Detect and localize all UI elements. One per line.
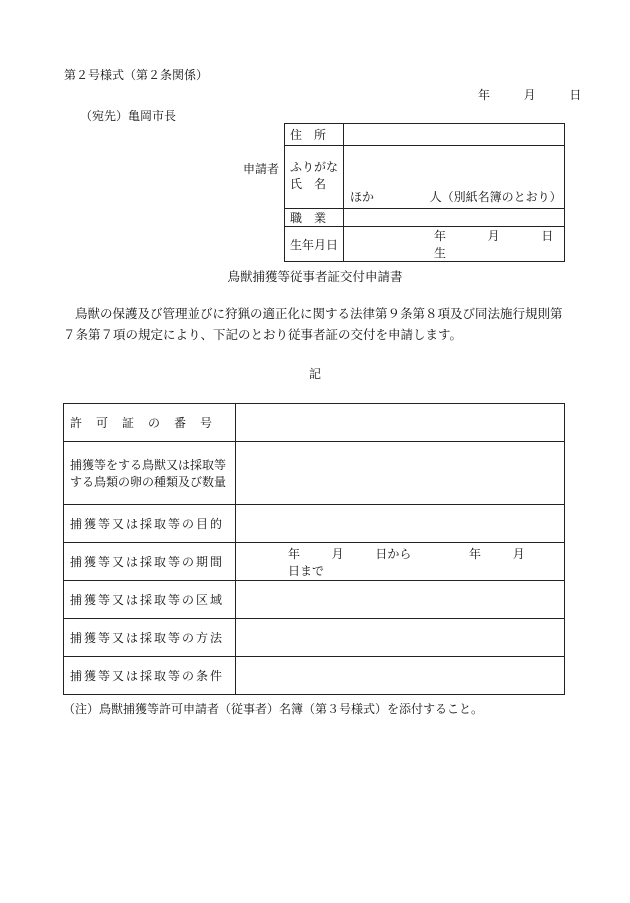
birth-day-label: 日生	[434, 229, 554, 260]
others-text: ほか	[350, 190, 375, 204]
persons-text: 人（別紙名簿のとおり）	[429, 190, 562, 204]
occupation-field[interactable]	[344, 209, 565, 227]
address-label-cell	[285, 124, 344, 146]
birthdate-field[interactable]	[344, 227, 565, 262]
document-title: 鳥獣捕獲等従事者証交付申請書	[227, 269, 403, 284]
applicant-table	[284, 123, 565, 262]
period-from-day: 日から	[375, 546, 412, 561]
furigana-label: ふりがな	[290, 160, 339, 174]
occupation-label: 職 業	[290, 211, 327, 225]
permit-number-label-cell	[64, 404, 236, 442]
permit-number-label: 許可証の番号	[70, 416, 227, 430]
period-to-month: 月	[512, 546, 525, 561]
submission-date	[478, 86, 581, 103]
purpose-label-cell	[64, 505, 236, 543]
applicant-label: 申請者	[243, 162, 280, 176]
method-label: 捕獲等又は採取等の方法	[70, 631, 225, 645]
occupation-label-cell	[285, 209, 344, 227]
name-label: 氏 名	[290, 177, 327, 191]
body-paragraph: 鳥獣の保護及び管理並びに狩猟の適正化に関する法律第９条第８項及び同法施行規則第７条第７項の規定により、下記のとおり従事者証の交付を申請します。	[63, 306, 563, 342]
birthdate-label: 生年月日	[290, 237, 339, 252]
species-label-line1: 捕獲等をする鳥獣又は採取等	[70, 458, 227, 472]
period-to-year: 年	[469, 546, 482, 561]
period-label-cell	[64, 543, 236, 581]
ki-heading: 記	[308, 367, 321, 381]
method-label-cell	[64, 619, 236, 657]
date-month-label: 月	[523, 88, 536, 102]
conditions-field[interactable]	[236, 657, 565, 695]
birth-month-label: 月	[487, 229, 500, 243]
purpose-field[interactable]	[236, 505, 565, 543]
period-from-month: 月	[331, 546, 344, 561]
permit-number-field[interactable]	[236, 404, 565, 442]
addressee: （宛先）亀岡市長	[80, 109, 177, 123]
birthdate-label-cell	[285, 227, 344, 262]
address-label: 住 所	[290, 128, 327, 142]
name-label-cell	[285, 146, 344, 209]
conditions-label-cell	[64, 657, 236, 695]
detail-table	[63, 403, 565, 695]
species-label-cell	[64, 442, 236, 505]
area-label: 捕獲等又は採取等の区域	[70, 593, 225, 607]
area-label-cell	[64, 581, 236, 619]
period-from-year: 年	[288, 546, 301, 561]
species-label-line2: する鳥類の卵の種類及び数量	[70, 475, 227, 489]
period-field[interactable]	[236, 543, 565, 581]
conditions-label: 捕獲等又は採取等の条件	[70, 669, 225, 683]
method-field[interactable]	[236, 619, 565, 657]
birth-year-label: 年	[434, 229, 447, 243]
period-label: 捕獲等又は採取等の期間	[70, 555, 225, 569]
name-field[interactable]	[344, 146, 565, 209]
address-field[interactable]	[344, 124, 565, 146]
form-number: 第２号様式（第２条関係）	[64, 68, 209, 82]
date-day-label: 日	[569, 88, 582, 102]
species-field[interactable]	[236, 442, 565, 505]
date-year-label: 年	[478, 88, 491, 102]
period-to-day: 日まで	[288, 563, 325, 578]
footer-note: （注）鳥獣捕獲等許可申請者（従事者）名簿（第３号様式）を添付すること。	[63, 702, 484, 716]
purpose-label: 捕獲等又は採取等の目的	[70, 517, 225, 531]
area-field[interactable]	[236, 581, 565, 619]
